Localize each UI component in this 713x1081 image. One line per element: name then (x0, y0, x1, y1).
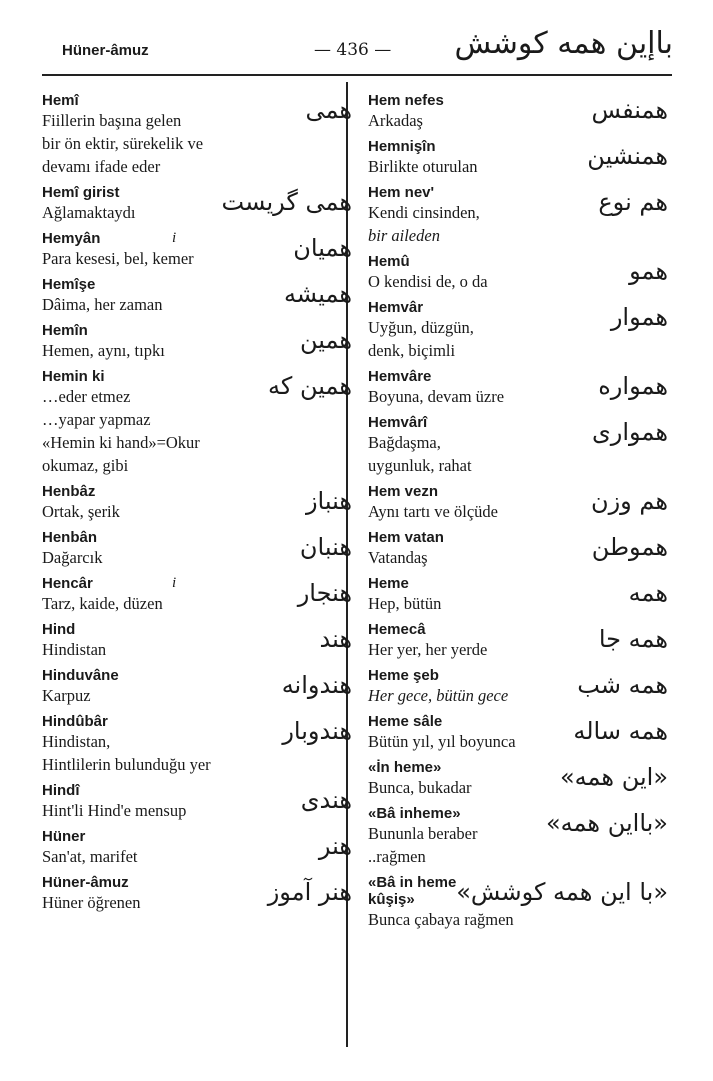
entry-definition-line-italic: bir aileden (368, 226, 440, 245)
dictionary-entry (42, 322, 352, 362)
header-rule (42, 74, 672, 76)
entry-headword: Hem nev' (368, 184, 435, 201)
dictionary-entry (42, 874, 352, 914)
entry-headword: Hemvârî (368, 414, 428, 431)
entry-headword: «Bâ in heme (368, 874, 457, 891)
entry-grammar-mark: i (172, 575, 177, 591)
arabic-catchword: باإين همه كوشش (454, 26, 673, 61)
dictionary-entry (42, 828, 352, 868)
entry-headword: Hemîn (42, 322, 88, 339)
running-head: Hüner-âmuz (62, 42, 149, 59)
entry-definition-line: Dâima, her zaman (42, 295, 163, 314)
dictionary-entry (42, 483, 352, 523)
entry-headword: Hemnişîn (368, 138, 436, 155)
entry-gap (368, 931, 668, 937)
entry-headword: Hindûbâr (42, 713, 108, 730)
dictionary-entry (42, 184, 352, 224)
entry-arabic-script: «اين همه» (559, 763, 668, 791)
dictionary-entry (368, 253, 668, 293)
entry-headword-continued: kûşiş» (368, 891, 415, 908)
entry-arabic-script: همى گريست (221, 188, 352, 216)
entry-arabic-script: همواره (598, 372, 668, 400)
entry-definition-line: bir ön ektir, sürekelik ve (42, 134, 204, 153)
entry-headword: Hüner (42, 828, 86, 845)
entry-definition-line: Boyuna, devam üzre (368, 387, 505, 406)
dictionary-entry (368, 529, 668, 569)
entry-definition-line: Hemen, aynı, tıpkı (42, 341, 165, 360)
entry-definition-line: Fiillerin başına gelen (42, 111, 182, 130)
dictionary-entry (42, 92, 352, 178)
entry-arabic-script: هند (319, 625, 352, 653)
dictionary-entry (42, 575, 352, 615)
entry-arabic-script: هندى (300, 786, 352, 814)
entry-definition-line-italic: Her gece, bütün gece (368, 686, 509, 705)
entry-definition-line: …yapar yapmaz (42, 410, 151, 429)
dictionary-entry (368, 874, 668, 931)
entry-headword: Hemîşe (42, 276, 96, 293)
entry-definition-line: San'at, marifet (42, 847, 138, 866)
entry-arabic-script: هنجار (297, 579, 352, 607)
right-column (368, 92, 668, 937)
entry-arabic-script: همين (299, 326, 352, 354)
entry-definition-line: uygunluk, rahat (368, 456, 472, 475)
entry-headword: Hemvâre (368, 368, 432, 385)
entry-definition-line: devamı ifade eder (42, 157, 161, 176)
dictionary-entry (368, 759, 668, 799)
entry-arabic-script: همنفس (591, 96, 668, 124)
entry-definition-line: Arkadaş (368, 111, 423, 130)
entry-definition-line: Tarz, kaide, düzen (42, 594, 163, 613)
entry-definition-line: Bunca çabaya rağmen (368, 910, 514, 929)
entry-definition-line: O kendisi de, o da (368, 272, 488, 291)
dictionary-entry (368, 138, 668, 178)
entry-headword: Hemyân (42, 230, 101, 247)
dictionary-entry (42, 368, 352, 477)
entry-arabic-script: همنشين (587, 142, 668, 170)
entry-headword: «Bâ inheme» (368, 805, 461, 822)
dictionary-entry (368, 575, 668, 615)
page-number: — 436 — (314, 40, 392, 60)
entry-headword: Hem vezn (368, 483, 439, 500)
entry-headword: Hemin ki (42, 368, 105, 385)
entry-headword: Hinduvâne (42, 667, 119, 684)
entry-definition-line: Para kesesi, bel, kemer (42, 249, 194, 268)
entry-arabic-script: همين كه (268, 372, 352, 400)
entry-definition-line: «Hemin ki hand»=Okur (42, 433, 200, 452)
entry-headword: Henbâz (42, 483, 96, 500)
entry-headword: Heme sâle (368, 713, 443, 730)
entry-headword: Hüner-âmuz (42, 874, 129, 891)
entry-arabic-script: هميشه (283, 280, 352, 308)
entry-headword: Henbân (42, 529, 98, 546)
dictionary-entry (42, 276, 352, 316)
entry-arabic-script: هنر (318, 832, 352, 860)
entry-arabic-script: هم وزن (590, 487, 668, 515)
entry-arabic-script: «با اين همه كوشش» (456, 878, 668, 906)
entry-arabic-script: همو (629, 257, 668, 285)
dictionary-entry (368, 299, 668, 362)
entry-headword: Hemî girist (42, 184, 120, 201)
entry-headword: «İn heme» (368, 759, 442, 776)
entry-definition-line: Hep, bütün (368, 594, 442, 613)
entry-definition-line: Kendi cinsinden, (368, 203, 480, 222)
entry-arabic-script: هنباز (305, 487, 352, 515)
entry-headword: Hemecâ (368, 621, 426, 638)
entry-definition-line: Ortak, şerik (42, 502, 120, 521)
entry-definition-line: Hint'li Hind'e mensup (42, 801, 187, 820)
entry-definition-line: Ağlamaktaydı (42, 203, 136, 222)
entry-definition-line: Hindistan (42, 640, 107, 659)
entry-definition-line: Bunca, bukadar (368, 778, 472, 797)
entry-arabic-script: همى (305, 96, 352, 124)
entry-gap (42, 914, 312, 920)
entry-definition-line: Bağdaşma, (368, 433, 441, 452)
dictionary-entry (368, 713, 668, 753)
entry-headword: Hem nefes (368, 92, 444, 109)
entry-grammar-mark: i (172, 230, 177, 246)
entry-definition-line: Hindistan, (42, 732, 111, 751)
entry-definition-line: Aynı tartı ve ölçüde (368, 502, 498, 521)
entry-definition-line: okumaz, gibi (42, 456, 129, 475)
entry-definition-line: Hintlilerin bulunduğu yer (42, 755, 211, 774)
entry-arabic-script: هميان (293, 234, 352, 262)
entry-arabic-script: همه ساله (573, 717, 668, 745)
entry-arabic-script: هموطن (591, 533, 668, 561)
entry-arabic-script: هندوانه (281, 671, 352, 699)
dictionary-entry (368, 621, 668, 661)
entry-headword: Hem vatan (368, 529, 444, 546)
entry-headword: Hindî (42, 782, 80, 799)
entry-definition-line: Dağarcık (42, 548, 103, 567)
entry-definition-line: Bununla beraber (368, 824, 478, 843)
entry-arabic-script: هنر آموز (267, 878, 352, 906)
entry-definition-line: ..rağmen (368, 847, 426, 866)
entry-headword: Heme (368, 575, 409, 592)
dictionary-entry (42, 529, 352, 569)
left-column (42, 92, 352, 920)
dictionary-entry (368, 483, 668, 523)
entry-headword: Hemû (368, 253, 410, 270)
dictionary-entry (368, 368, 668, 408)
dictionary-entry (42, 621, 352, 661)
dictionary-entry (368, 667, 668, 707)
dictionary-entry (368, 92, 668, 132)
entry-headword: Hind (42, 621, 76, 638)
dictionary-entry (368, 805, 668, 868)
entry-definition-line: Karpuz (42, 686, 91, 705)
entry-arabic-script: هنبان (299, 533, 352, 561)
entry-headword: Hencâr (42, 575, 93, 592)
entry-arabic-script: هموار (610, 303, 668, 331)
dictionary-entry (42, 230, 352, 270)
entry-headword: Hemî (42, 92, 79, 109)
entry-arabic-script: «بااين همه» (545, 809, 668, 837)
dictionary-entry (42, 713, 352, 776)
entry-definition-line: Uyğun, düzgün, (368, 318, 474, 337)
entry-definition-line: Hüner öğrenen (42, 893, 141, 912)
entry-headword: Heme şeb (368, 667, 439, 684)
entry-arabic-script: همه شب (577, 671, 668, 699)
entry-definition-line: Vatandaş (368, 548, 428, 567)
dictionary-entry (368, 414, 668, 477)
entry-headword: Hemvâr (368, 299, 424, 316)
entry-definition-line: denk, biçimli (368, 341, 456, 360)
entry-arabic-script: همه جا (598, 625, 668, 653)
dictionary-entry (368, 184, 668, 247)
entry-definition-line: Her yer, her yerde (368, 640, 488, 659)
entry-arabic-script: هم نوع (598, 188, 668, 216)
entry-arabic-script: هموارى (592, 418, 668, 446)
entry-definition-line: Birlikte oturulan (368, 157, 478, 176)
entry-definition-line: Bütün yıl, yıl boyunca (368, 732, 516, 751)
entry-arabic-script: همه (628, 579, 668, 607)
dictionary-entry (42, 782, 352, 822)
dictionary-entry (42, 667, 352, 707)
entry-arabic-script: هندوبار (282, 717, 352, 745)
entry-definition-line: …eder etmez (42, 387, 131, 406)
